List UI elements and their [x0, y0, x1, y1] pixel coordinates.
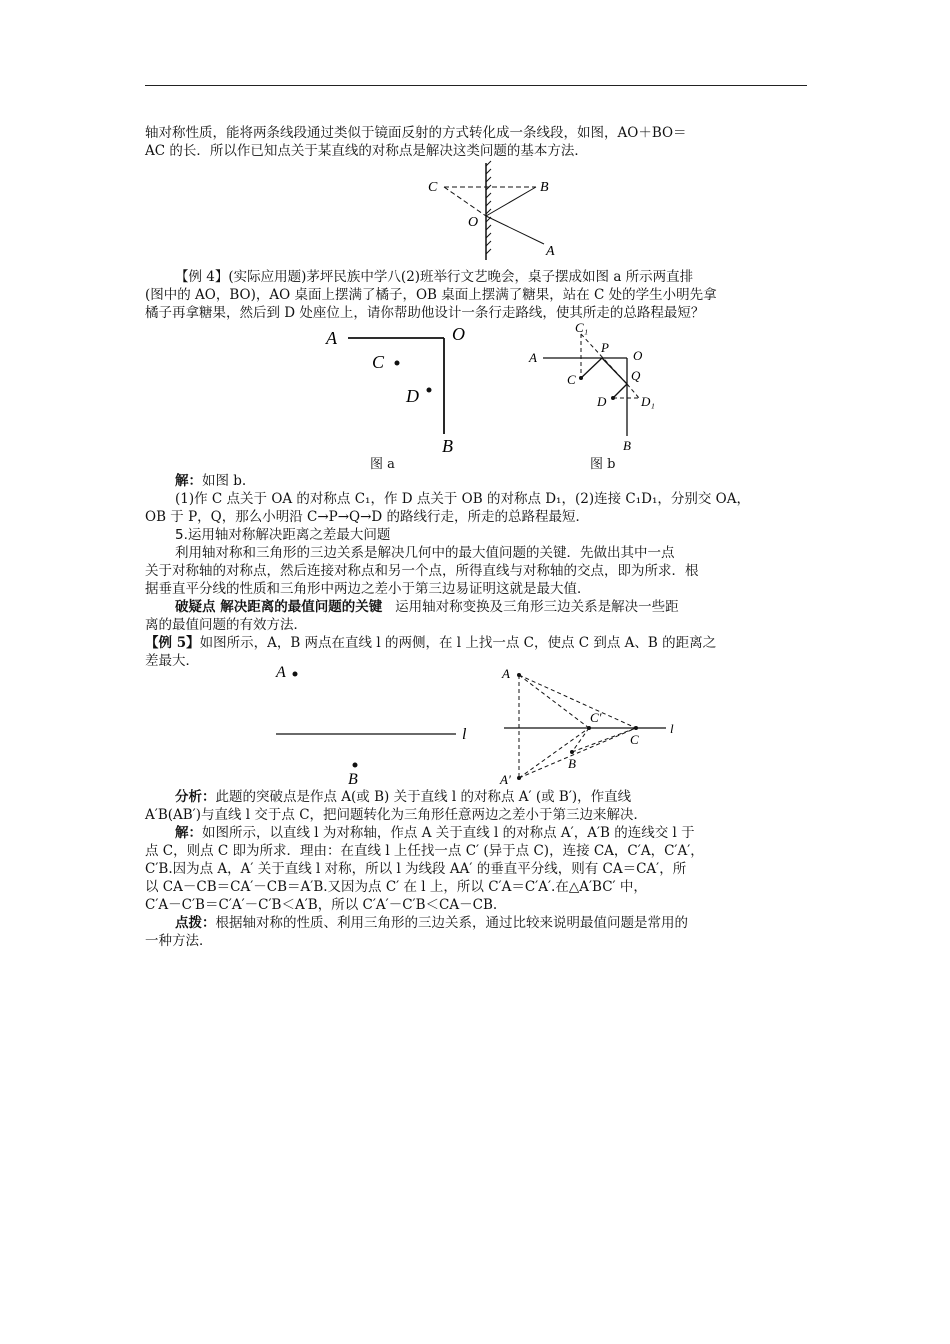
solution4-intro: 如图 b. [202, 473, 247, 489]
analysis-text-1: 此题的突破点是作点 A(或 B) 关于直线 l 的对称点 A′ (或 B′)，作直线 [215, 789, 632, 805]
point-cp [587, 726, 591, 730]
section5-line-2: 关于对称轴的对称点，然后连接对称点和另一个点，所得直线与对称轴的交点，即为所求．根 [145, 563, 699, 579]
point-ap [517, 776, 521, 780]
example5-tag: 【例 5】 [145, 635, 200, 651]
segment-bo [486, 187, 536, 216]
label-d1: D₁ [641, 394, 655, 409]
segment-apc [519, 728, 636, 778]
example5-line-2: 差最大． [145, 653, 199, 669]
section5-line-3: 据垂直平分线的性质和三角形中两边之差小于第三边易证明这就是最大值． [145, 581, 591, 597]
point-a [293, 672, 298, 677]
path-pq [602, 358, 627, 384]
solution5-line-2: 点 C，则点 C 即为所求．理由：在直线 l 上任找一点 C′ (异于点 C)，连接 CA，C′A，C′A′， [145, 843, 704, 859]
intro-paragraph [145, 124, 809, 160]
point-b [570, 750, 574, 754]
tip-line-1 [145, 914, 809, 932]
label-d: D [597, 394, 607, 409]
label-q: Q [631, 368, 641, 383]
label-c: C [567, 372, 576, 387]
point-c [579, 376, 583, 380]
point-d [611, 396, 615, 400]
keypoint-line-1 [145, 598, 809, 616]
path-cp [581, 358, 602, 378]
solution5-line-4: 以 CA－CB＝CA′－CB＝A′B.又因为点 C′ 在 l 上，所以 C′A＝C′A′.在△A′BC′ 中， [145, 879, 647, 895]
q-d1-dash [627, 384, 639, 398]
example4-line-1: (实际应用题)茅坪民族中学八(2)班举行文艺晚会，桌子摆成如图 a 所示两直排 [228, 269, 694, 285]
label-b: B [623, 438, 631, 453]
intro-line-2: AC 的长．所以作已知点关于某直线的对称点是解决这类问题的基本方法． [145, 143, 588, 159]
example4-line-3: 橘子再拿糖果，然后到 D 处座位上，请你帮助他设计一条行走路线，使其所走的总路程最短？ [145, 305, 705, 321]
label-p: P [601, 340, 609, 355]
example4-paragraph [145, 268, 809, 286]
analysis-head: 分析： [175, 789, 216, 805]
label-a: A [529, 350, 537, 365]
solution5-line-5: C′A－C′B＝C′A′－C′B＜A′B，所以 C′A′－C′B＜CA－CB. [145, 897, 498, 913]
point-d [427, 388, 432, 393]
tip-text-1: 根据轴对称的性质、利用三角形的三边关系，通过比较来说明最值问题是常用的 [215, 915, 688, 931]
header-rule [145, 85, 807, 86]
figure-c [268, 660, 483, 790]
label-o: O [452, 324, 465, 344]
point-c [395, 361, 400, 366]
label-c: C [428, 180, 438, 195]
example4-line-2: (图中的 AO，BO)，AO 桌面上摆满了橘子，OB 桌面上摆满了糖果，站在 C 处的学生小明先拿 [145, 287, 717, 303]
solution5-line-3: C′B.因为点 A，A′ 关于直线 l 对称，所以 l 为线段 AA′ 的垂直平分线，则有 CA＝CA′，所 [145, 861, 687, 877]
segment-co [444, 187, 486, 216]
label-b: B [348, 771, 358, 788]
label-a: A [276, 664, 286, 681]
segment-ac [519, 675, 636, 728]
section5-line-1: 利用轴对称和三角形的三边关系是解决几何中的最大值问题的关键．先做出其中一点 [175, 545, 675, 561]
mirror-figure [420, 160, 570, 265]
figure-b [525, 318, 675, 456]
solution5-line-1 [145, 824, 809, 842]
path-qd [613, 384, 627, 398]
figure-d [494, 660, 689, 788]
label-c: C [630, 732, 639, 747]
label-l: l [462, 726, 467, 743]
solution4-head: 解： [175, 473, 202, 489]
point-a [517, 673, 521, 677]
label-o: O [468, 215, 479, 230]
solution5-text-1: 如图所示，以直线 l 为对称轴，作点 A 关于直线 l 的对称点 A′，A′B 的连线交 l 于 [202, 825, 695, 841]
label-a: A [546, 244, 555, 259]
label-b: B [540, 180, 549, 195]
label-l: l [670, 721, 674, 736]
label-cp: C′ [590, 710, 602, 725]
tip-head: 点拨： [175, 915, 216, 931]
segment-oa [486, 216, 544, 244]
analysis-line-1 [145, 788, 809, 806]
label-c1: C₁ [575, 320, 589, 335]
solution4-line-2: OB 于 P，Q，那么小明沿 C→P→Q→D 的路线行走，所走的总路程最短． [145, 509, 590, 525]
solution5-head: 解： [175, 825, 202, 841]
keypoint-text-1: 运用轴对称变换及三角形三边关系是解决一些距 [395, 599, 679, 615]
label-ap: A′ [500, 772, 511, 787]
solution4-line-0 [145, 472, 809, 490]
label-b: B [442, 436, 453, 454]
point-b [353, 763, 358, 768]
example5-text-1: 如图所示，A，B 两点在直线 l 的两侧，在 l 上找一点 C，使点 C 到点 A、B 的距离之 [199, 635, 717, 651]
section5-title: 5.运用轴对称解决距离之差最大问题 [175, 527, 391, 543]
figure-a-caption: 图 a [370, 457, 395, 472]
point-c [634, 726, 638, 730]
example4-tag: 【例 4】 [175, 269, 229, 285]
figure-a [320, 322, 480, 454]
figure-b-caption: 图 b [590, 457, 616, 472]
label-a: A [326, 328, 337, 348]
solution4-line-1: (1)作 C 点关于 OA 的对称点 C₁，作 D 点关于 OB 的对称点 D₁，(2)连接 C₁D₁，分别交 OA， [175, 491, 750, 507]
keypoint-head: 破疑点 解决距离的最值问题的关键 [175, 599, 383, 615]
label-c: C [372, 352, 385, 372]
label-a: A [502, 666, 510, 681]
label-b: B [568, 756, 576, 771]
label-o: O [633, 348, 643, 363]
analysis-line-2: A′B(AB′)与直线 l 交于点 C，把问题转化为三角形任意两边之差小于第三边来解决． [145, 807, 648, 823]
segment-bc [572, 728, 636, 752]
example5-line-1 [145, 634, 809, 652]
intro-line-1: 轴对称性质，能将两条线段通过类似于镜面反射的方式转化成一条线段，如图，AO＋BO＝ [145, 125, 687, 141]
keypoint-line-2: 离的最值问题的有效方法． [145, 617, 307, 633]
label-d: D [406, 386, 419, 406]
tip-line-2: 一种方法． [145, 933, 213, 949]
